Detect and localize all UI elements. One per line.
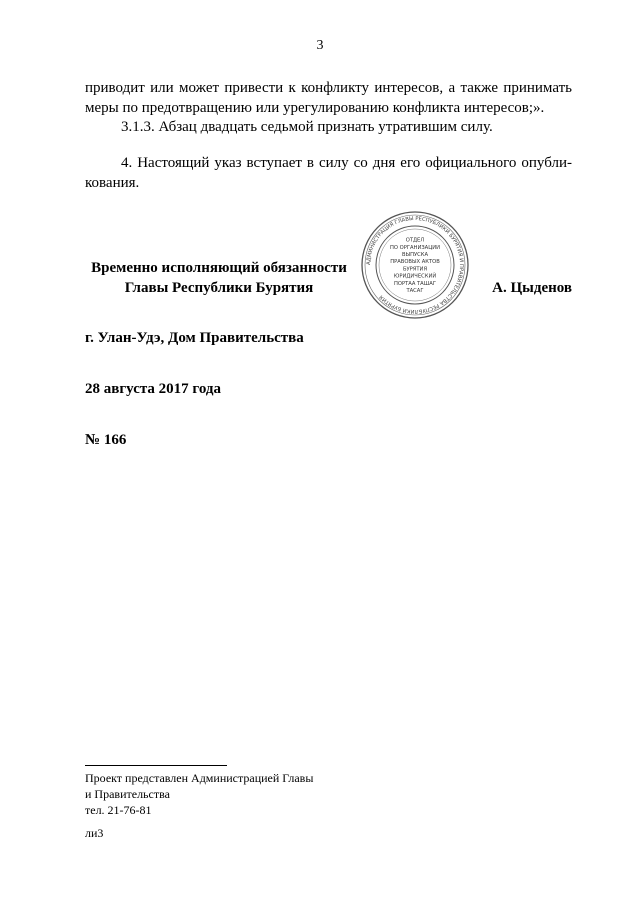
footnote-divider — [85, 765, 227, 766]
footnote — [85, 770, 313, 818]
page-number: 3 — [316, 38, 324, 53]
seal-inner-line: ВЫПУСКА — [401, 252, 429, 258]
signing-place: г. Улан-Удэ, Дом Правительства — [85, 330, 304, 346]
seal-inner-line: ОТДЕЛ — [405, 237, 425, 244]
signatory-name: А. Цыденов — [492, 280, 572, 296]
signatory-title — [85, 258, 353, 298]
official-seal — [360, 210, 470, 320]
seal-inner-line: ПО ОРГАНИЗАЦИИ — [389, 244, 441, 251]
footnote-line-1: Проект представлен Администрацией Главы — [85, 771, 314, 785]
signatory-title-line-1: Временно исполняющий обязанности — [91, 260, 347, 276]
decree-number: № 166 — [85, 432, 127, 448]
seal-inner-line: ТАСАГ — [406, 288, 424, 294]
paragraph-continued: приводит или может привести к конфликту интересов, а также принимать меры по предотвращению или урегулированию конфликта интересов;». — [85, 80, 572, 116]
paragraph-final-clause: 4. Настоящий указ вступает в силу со дня его официального опубли-кования. — [85, 155, 572, 191]
footnote-line-2: и Правительства — [85, 787, 170, 801]
signatory-title-line-2: Главы Республики Бурятия — [124, 280, 314, 296]
seal-inner-line: БУРЯТИЯ — [402, 266, 428, 273]
paragraph-item-3-1-3: 3.1.3. Абзац двадцать седьмой признать утратившим силу. — [121, 119, 493, 135]
footnote-phone: тел. 21-76-81 — [85, 803, 152, 817]
signing-date: 28 августа 2017 года — [85, 381, 222, 397]
seal-inner-line: ПОРТАА ТАШАГ — [393, 280, 437, 287]
seal-inner-line: ПРАВОВЫХ АКТОВ — [390, 259, 440, 266]
seal-inner-line: ЮРИДИЧЕСКИЙ — [393, 273, 437, 280]
document-code: ли3 — [85, 826, 104, 840]
svg-text:АДМИНИСТРАЦИЯ ГЛАВЫ РЕСПУБЛИКИ: АДМИНИСТРАЦИЯ ГЛАВЫ РЕСПУБЛИКИ БУРЯТИЯ И ПРАВИТЕЛЬСТВА РЕСПУБЛИКИ БУРЯТИЯ — [365, 215, 465, 315]
